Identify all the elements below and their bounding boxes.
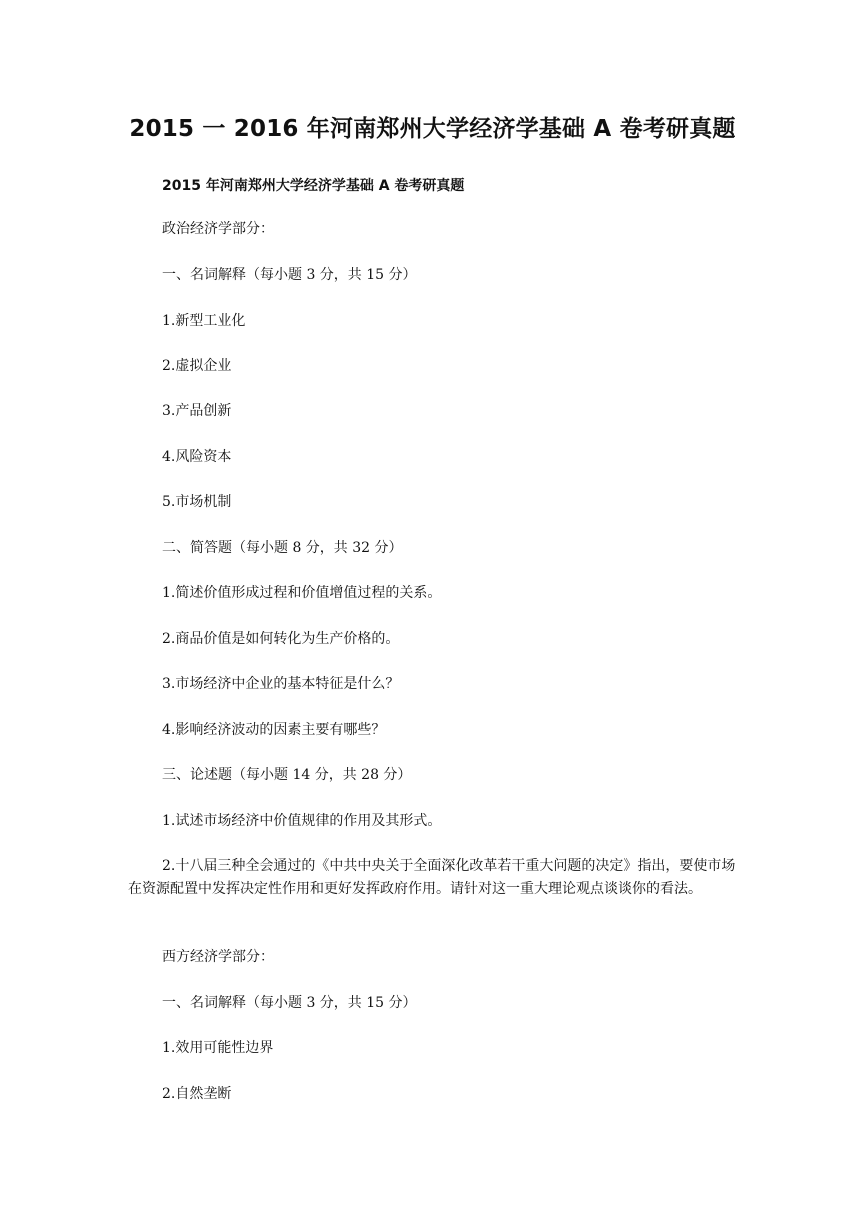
question-item: 1.新型工业化 [162, 313, 246, 329]
question-group-heading: 三、论述题（每小题 14 分，共 28 分） [162, 767, 412, 783]
question-group-heading: 一、名词解释（每小题 3 分，共 15 分） [162, 267, 417, 283]
question-item: 2.自然垄断 [162, 1086, 232, 1102]
document-title: 2015 一 2016 年河南郑州大学经济学基础 A 卷考研真题 [129, 116, 736, 142]
question-item: 1.试述市场经济中价值规律的作用及其形式。 [162, 813, 442, 829]
question-item: 2.虚拟企业 [162, 358, 232, 374]
section-heading-western-economics: 西方经济学部分： [162, 949, 274, 965]
question-group-heading: 一、名词解释（每小题 3 分，共 15 分） [162, 995, 417, 1011]
question-item: 1.效用可能性边界 [162, 1040, 274, 1056]
question-item: 4.风险资本 [162, 449, 232, 465]
question-item-long: 2.十八届三种全会通过的《中共中央关于全面深化改革若干重大问题的决定》指出，要使市场在资源配置中发挥决定性作用和更好发挥政府作用。请针对这一重大理论观点谈谈你的看法。 [128, 858, 736, 897]
question-item: 3.市场经济中企业的基本特征是什么？ [162, 676, 400, 692]
question-item: 2.商品价值是如何转化为生产价格的。 [162, 631, 400, 647]
question-group-heading: 二、简答题（每小题 8 分，共 32 分） [162, 540, 403, 556]
section-heading-political-economy: 政治经济学部分： [162, 221, 274, 237]
document-subtitle: 2015 年河南郑州大学经济学基础 A 卷考研真题 [162, 178, 465, 194]
question-item: 4.影响经济波动的因素主要有哪些？ [162, 722, 386, 738]
question-item: 1.简述价值形成过程和价值增值过程的关系。 [162, 585, 442, 601]
question-item: 3.产品创新 [162, 403, 232, 419]
question-item: 5.市场机制 [162, 494, 232, 510]
